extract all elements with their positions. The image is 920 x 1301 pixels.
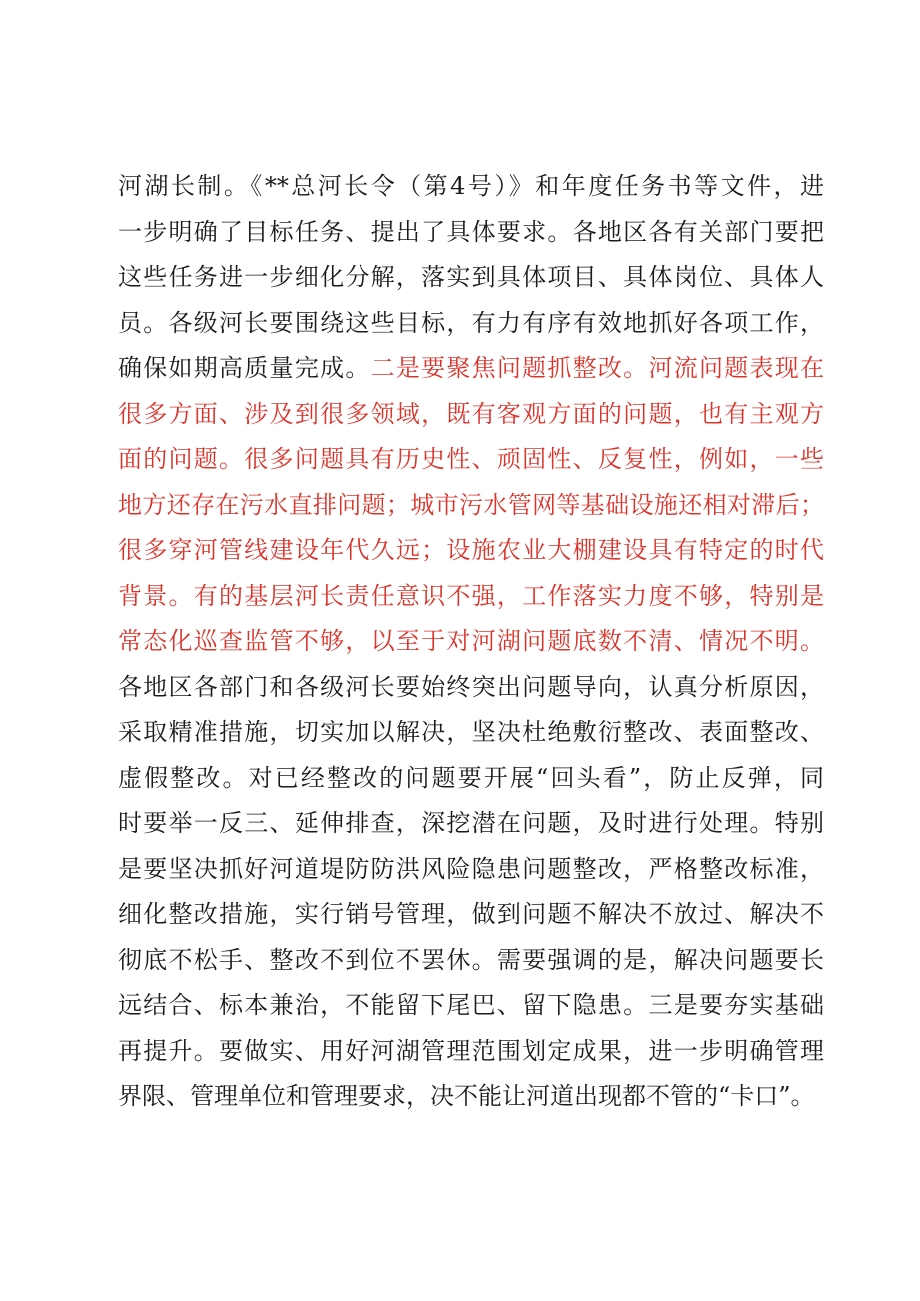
highlighted-text-line [118, 528, 824, 574]
highlighted-text-span: 背景。有的基层河长责任意识不强，工作落实力度不够，特别是 [118, 581, 824, 610]
text-span: 各地区各部门和各级河长要始终突出问题导向，认真分析原因， [118, 672, 824, 701]
highlighted-text-span: 二是要聚焦问题抓整改。河流问题表现在 [370, 354, 824, 382]
text-line [118, 1074, 824, 1120]
text-span: 这些任务进一步细化分解，落实到具体项目、具体岗位、具体人 [118, 263, 824, 291]
text-span: 时要举一反三、延伸排查，深挖潜在问题，及时进行处理。特别 [118, 809, 824, 837]
text-line [118, 164, 824, 210]
text-span: 界限、管理单位和管理要求，决不能让河道出现都不管的“卡口”。 [118, 1082, 815, 1110]
text-line [118, 710, 824, 756]
text-span: 是要坚决抓好河道堤防防洪风险隐患问题整改，严格整改标准， [118, 854, 824, 883]
text-line [118, 301, 824, 347]
text-span: 一步明确了目标任务、提出了具体要求。各地区各有关部门要把 [118, 217, 824, 246]
text-line [118, 255, 824, 301]
text-span: 远结合、标本兼治，不能留下尾巴、留下隐患。三是要夯实基础 [118, 991, 824, 1019]
text-line [118, 801, 824, 847]
highlighted-text-line [118, 574, 824, 620]
highlighted-text-span: 很多穿河管线建设年代久远；设施农业大棚建设具有特定的时代 [118, 536, 824, 564]
text-span: 细化整改措施，实行销号管理，做到问题不解决不放过、解决不 [118, 900, 824, 928]
text-span: 员。各级河长要围绕这些目标，有力有序有效地抓好各项工作， [118, 308, 824, 337]
text-line [118, 346, 824, 392]
text-line [118, 756, 824, 802]
highlighted-text-span: 面的问题。很多问题具有历史性、顽固性、反复性，例如，一些 [118, 445, 824, 473]
highlighted-text-span: 地方还存在污水直排问题；城市污水管网等基础设施还相对滞后； [118, 490, 824, 519]
text-span: 河湖长制。《**总河长令（第4号）》和年度任务书等文件，进 [118, 172, 824, 200]
text-span: 虚假整改。对已经整改的问题要开展“回头看”，防止反弹，同 [118, 763, 824, 792]
body-text [118, 164, 824, 1120]
text-line [118, 983, 824, 1029]
text-span: 确保如期高质量完成。 [118, 354, 371, 382]
highlighted-text-line [118, 483, 824, 529]
highlighted-text-span: 很多方面、涉及到很多领域，既有客观方面的问题，也有主观方 [118, 399, 824, 428]
highlighted-text-line [118, 392, 824, 438]
text-line [118, 210, 824, 256]
highlighted-text-line [118, 437, 824, 483]
text-line [118, 892, 824, 938]
highlighted-text-line [118, 619, 824, 665]
text-line [118, 847, 824, 893]
text-span: 采取精准措施，切实加以解决，坚决杜绝敷衍整改、表面整改、 [118, 718, 824, 746]
highlighted-text-span: 常态化巡查监管不够，以至于对河湖问题底数不清、情况不明。 [118, 627, 824, 655]
text-line [118, 1029, 824, 1075]
text-line [118, 938, 824, 984]
text-span: 彻底不松手、整改不到位不罢休。需要强调的是，解决问题要长 [118, 945, 824, 974]
text-line [118, 665, 824, 711]
text-span: 再提升。要做实、用好河湖管理范围划定成果，进一步明确管理 [118, 1036, 824, 1065]
